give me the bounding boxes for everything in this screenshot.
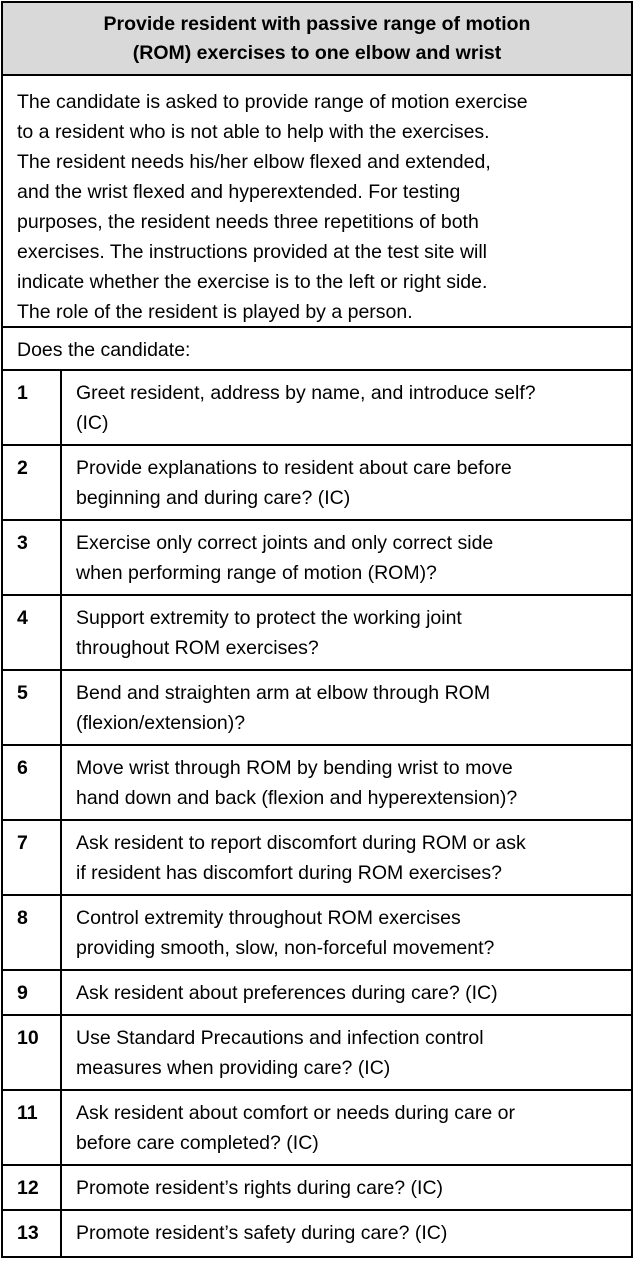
step-number: 6: [3, 746, 62, 819]
step-text-line: (IC): [76, 412, 109, 434]
scenario-description: [3, 76, 631, 328]
step-text: [62, 971, 631, 1014]
step-text: [62, 821, 631, 894]
step-text: [62, 1166, 631, 1209]
step-text: [62, 1211, 631, 1256]
scenario-line: The candidate is asked to provide range of motion exercise: [17, 91, 528, 113]
skill-checklist-table: [1, 1, 633, 1258]
step-text-line: (flexion/extension)?: [76, 712, 246, 734]
step-text-line: Bend and straighten arm at elbow through ROM: [76, 682, 491, 704]
step-text-line: Support extremity to protect the working joint: [76, 607, 462, 629]
step-text-line: beginning and during care? (IC): [76, 487, 351, 509]
step-text-line: when performing range of motion (ROM)?: [76, 562, 437, 584]
step-number: 8: [3, 896, 62, 969]
checklist-prompt: Does the candidate:: [3, 328, 631, 371]
step-text-line: Promote resident’s safety during care? (IC): [76, 1222, 448, 1244]
step-text-line: hand down and back (flexion and hyperextension)?: [76, 787, 518, 809]
step-number: 5: [3, 671, 62, 744]
step-text-line: if resident has discomfort during ROM exercises?: [76, 862, 502, 884]
step-text: [62, 521, 631, 594]
table-row: [3, 521, 631, 596]
step-text-line: measures when providing care? (IC): [76, 1057, 391, 1079]
table-row: [3, 1091, 631, 1166]
step-number: 9: [3, 971, 62, 1014]
step-text-line: Provide explanations to resident about care before: [76, 457, 512, 479]
step-text: [62, 746, 631, 819]
step-text-line: Greet resident, address by name, and introduce self?: [76, 382, 536, 404]
table-row: [3, 746, 631, 821]
step-number: 10: [3, 1016, 62, 1089]
step-text: [62, 596, 631, 669]
scenario-line: The resident needs his/her elbow flexed and extended,: [17, 151, 491, 173]
scenario-line: purposes, the resident needs three repetitions of both: [17, 211, 479, 233]
step-text-line: Move wrist through ROM by bending wrist to move: [76, 757, 513, 779]
scenario-line: exercises. The instructions provided at the test site will: [17, 241, 488, 263]
step-text-line: before care completed? (IC): [76, 1132, 319, 1154]
table-row: [3, 371, 631, 446]
scenario-line: to a resident who is not able to help with the exercises.: [17, 121, 490, 143]
table-row: [3, 671, 631, 746]
scenario-line: and the wrist flexed and hyperextended. For testing: [17, 181, 461, 203]
skill-title-line: Provide resident with passive range of motion: [103, 12, 531, 35]
table-row: [3, 971, 631, 1016]
scenario-line: indicate whether the exercise is to the left or right side.: [17, 271, 488, 293]
skill-title: [3, 3, 631, 76]
scenario-line: The role of the resident is played by a person.: [17, 301, 413, 323]
step-number: 13: [3, 1211, 62, 1256]
step-text-line: Use Standard Precautions and infection control: [76, 1027, 484, 1049]
table-row: [3, 1016, 631, 1091]
table-row: [3, 1211, 631, 1256]
step-number: 12: [3, 1166, 62, 1209]
table-row: [3, 1166, 631, 1211]
step-text: [62, 1016, 631, 1089]
step-text-line: Exercise only correct joints and only correct side: [76, 532, 494, 554]
step-text-line: Ask resident about comfort or needs during care or: [76, 1102, 515, 1124]
step-text-line: Control extremity throughout ROM exercises: [76, 907, 461, 929]
step-number: 1: [3, 371, 62, 444]
step-text-line: throughout ROM exercises?: [76, 637, 319, 659]
step-text-line: Promote resident’s rights during care? (IC): [76, 1177, 444, 1199]
table-row: [3, 896, 631, 971]
step-number: 2: [3, 446, 62, 519]
step-text: [62, 671, 631, 744]
table-row: [3, 596, 631, 671]
step-text: [62, 446, 631, 519]
step-text-line: Ask resident about preferences during care? (IC): [76, 982, 498, 1004]
step-text: [62, 1091, 631, 1164]
step-number: 7: [3, 821, 62, 894]
table-row: [3, 446, 631, 521]
step-text-line: Ask resident to report discomfort during ROM or ask: [76, 832, 526, 854]
table-row: [3, 821, 631, 896]
step-text: [62, 371, 631, 444]
step-text: [62, 896, 631, 969]
step-number: 3: [3, 521, 62, 594]
step-text-line: providing smooth, slow, non-forceful movement?: [76, 937, 495, 959]
step-number: 4: [3, 596, 62, 669]
skill-title-line: (ROM) exercises to one elbow and wrist: [132, 41, 502, 64]
step-number: 11: [3, 1091, 62, 1164]
